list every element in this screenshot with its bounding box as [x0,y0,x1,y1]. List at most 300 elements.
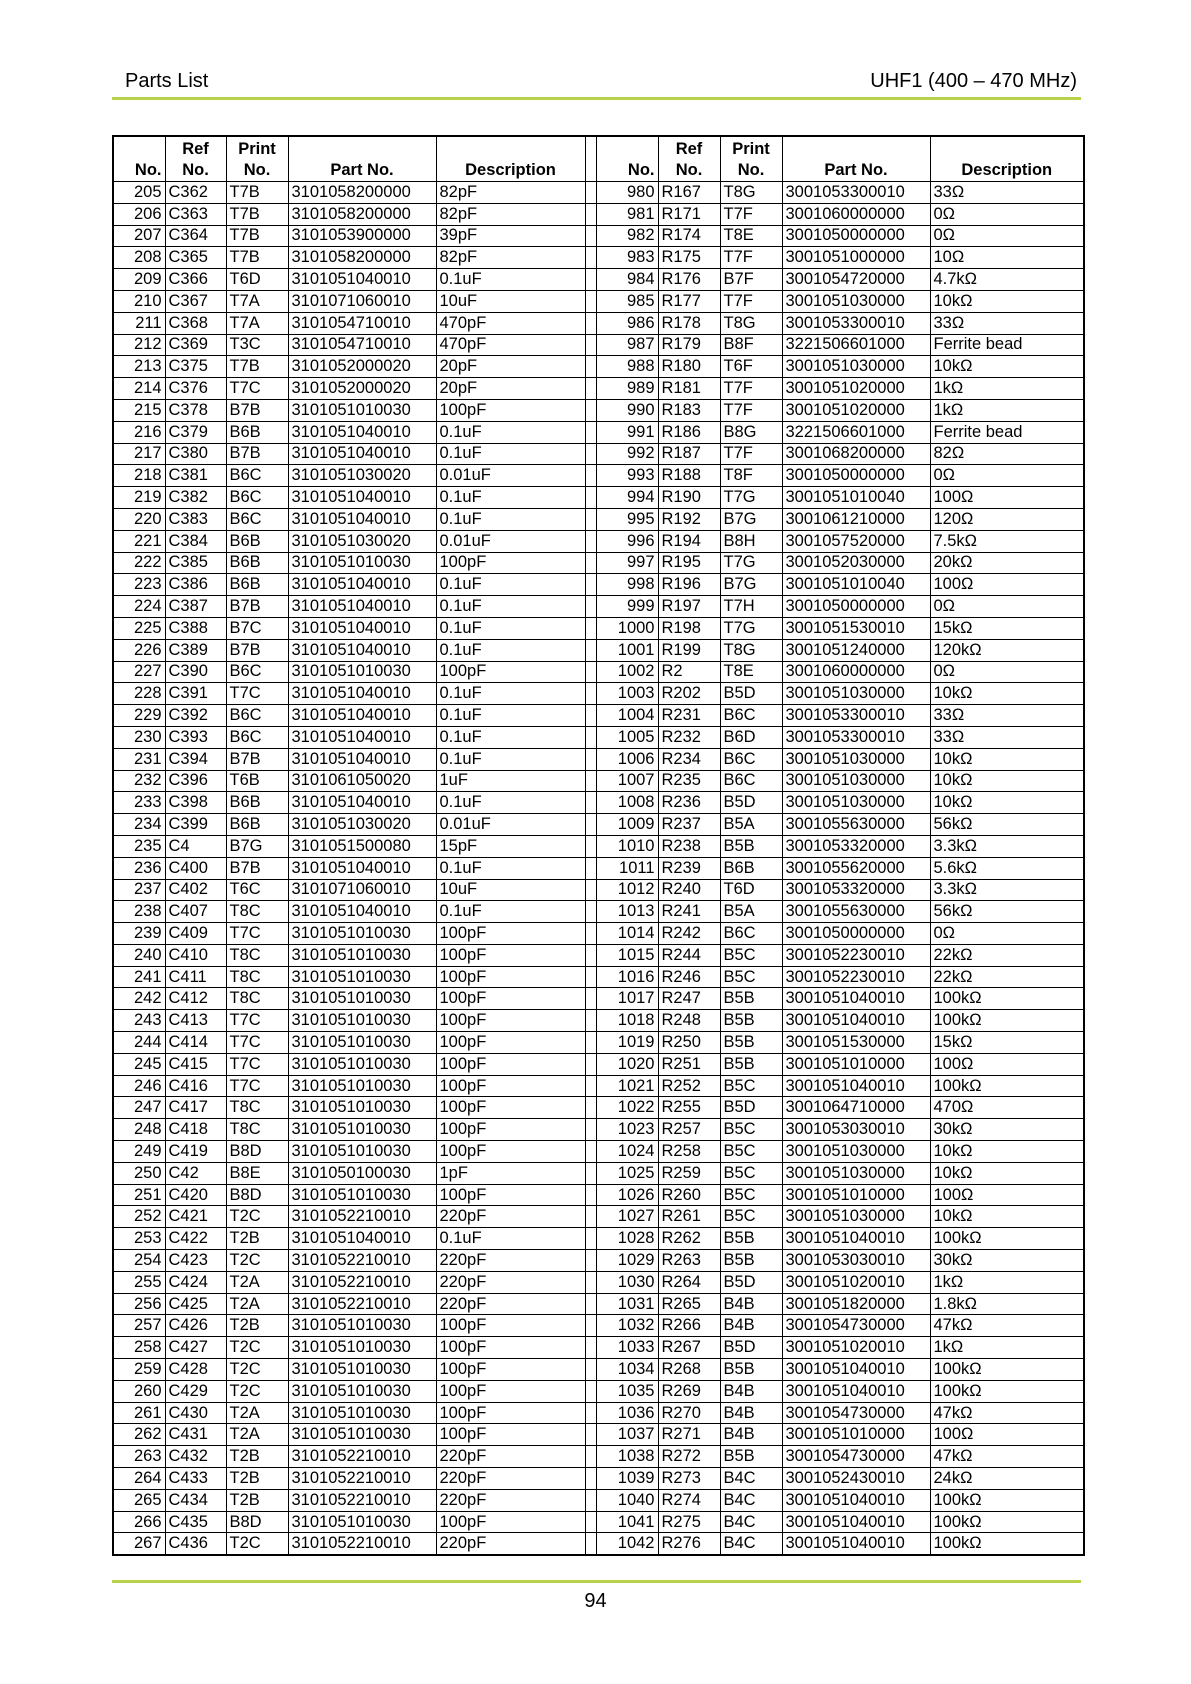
cell-print-no: B7B [226,857,288,879]
cell-print-no: B5D [720,792,782,814]
cell-ref-no: R178 [658,312,720,334]
cell-print-no: T7B [226,203,288,225]
cell-no: 1002 [596,661,658,683]
column-separator [585,1446,596,1468]
column-separator [585,1119,596,1141]
cell-no: 998 [596,574,658,596]
table-row [113,988,1084,1010]
cell-part-no: 3001053320000 [782,835,930,857]
cell-ref-no: C425 [165,1293,226,1315]
cell-no: 1019 [596,1032,658,1054]
cell-no: 1034 [596,1359,658,1381]
cell-ref-no: R171 [658,203,720,225]
cell-no: 265 [113,1489,165,1511]
cell-description: 4.7kΩ [930,269,1084,291]
cell-print-no: B5D [720,1271,782,1293]
cell-no: 259 [113,1359,165,1381]
cell-print-no: B5B [720,988,782,1010]
table-row [113,1010,1084,1032]
column-separator [585,1228,596,1250]
column-separator [585,617,596,639]
cell-part-no: 3001051040010 [782,1511,930,1533]
cell-description: 5.6kΩ [930,857,1084,879]
cell-part-no: 3001051040010 [782,1533,930,1555]
cell-print-no: T6D [720,879,782,901]
cell-part-no: 3001052030000 [782,552,930,574]
cell-no: 254 [113,1250,165,1272]
column-separator [585,705,596,727]
cell-part-no: 3001051530000 [782,1032,930,1054]
cell-part-no: 3001051040010 [782,988,930,1010]
cell-ref-no: C409 [165,923,226,945]
cell-part-no: 3101051030020 [288,814,436,836]
cell-print-no: T8F [720,465,782,487]
cell-description: 1kΩ [930,378,1084,400]
cell-description: 0.1uF [436,748,585,770]
cell-no: 207 [113,225,165,247]
cell-no: 1032 [596,1315,658,1337]
cell-part-no: 3001052230010 [782,944,930,966]
cell-description: 220pF [436,1250,585,1272]
cell-description: 30kΩ [930,1250,1084,1272]
cell-part-no: 3101051040010 [288,617,436,639]
cell-ref-no: R268 [658,1359,720,1381]
cell-no: 224 [113,596,165,618]
cell-ref-no: R267 [658,1337,720,1359]
column-separator [585,857,596,879]
cell-part-no: 3001050000000 [782,465,930,487]
cell-description: 0.1uF [436,508,585,530]
cell-no: 1004 [596,705,658,727]
cell-part-no: 3101051040010 [288,705,436,727]
cell-print-no: T8G [720,182,782,204]
cell-part-no: 3001050000000 [782,225,930,247]
table-row [113,1468,1084,1490]
cell-part-no: 3001053030010 [782,1250,930,1272]
cell-description: 0.1uF [436,726,585,748]
cell-print-no: T2C [226,1380,288,1402]
cell-print-no: T7C [226,378,288,400]
cell-description: 100pF [436,1141,585,1163]
cell-description: 100pF [436,1032,585,1054]
cell-print-no: B8D [226,1184,288,1206]
column-separator [585,421,596,443]
col-header-no: No. [113,136,165,182]
cell-description: 10kΩ [930,1162,1084,1184]
cell-ref-no: R247 [658,988,720,1010]
cell-no: 233 [113,792,165,814]
column-separator [585,901,596,923]
cell-part-no: 3101051040010 [288,748,436,770]
column-separator [585,399,596,421]
cell-description: 22kΩ [930,944,1084,966]
cell-ref-no: C424 [165,1271,226,1293]
cell-description: 0.1uF [436,617,585,639]
table-row [113,1250,1084,1272]
cell-no: 260 [113,1380,165,1402]
cell-print-no: B6B [226,814,288,836]
cell-description: 100pF [436,966,585,988]
cell-description: 0.1uF [436,487,585,509]
cell-description: 0Ω [930,661,1084,683]
cell-ref-no: R202 [658,683,720,705]
cell-print-no: B6B [226,552,288,574]
cell-description: 39pF [436,225,585,247]
cell-print-no: T2C [226,1337,288,1359]
cell-no: 1006 [596,748,658,770]
cell-part-no: 3101052210010 [288,1533,436,1555]
cell-ref-no: C410 [165,944,226,966]
cell-print-no: B6B [720,857,782,879]
cell-ref-no: C423 [165,1250,226,1272]
cell-part-no: 3001061210000 [782,508,930,530]
cell-no: 242 [113,988,165,1010]
cell-description: 0.01uF [436,814,585,836]
column-separator [585,552,596,574]
cell-description: 24kΩ [930,1468,1084,1490]
column-separator [585,530,596,552]
cell-ref-no: R199 [658,639,720,661]
table-row [113,639,1084,661]
cell-no: 240 [113,944,165,966]
cell-part-no: 3001054720000 [782,269,930,291]
cell-ref-no: R244 [658,944,720,966]
cell-description: 100kΩ [930,1511,1084,1533]
cell-part-no: 3101051010030 [288,966,436,988]
cell-part-no: 3101051030020 [288,530,436,552]
cell-ref-no: R188 [658,465,720,487]
cell-ref-no: R263 [658,1250,720,1272]
cell-print-no: T7G [720,552,782,574]
column-separator [585,1162,596,1184]
cell-part-no: 3001051020000 [782,378,930,400]
column-separator [585,661,596,683]
cell-print-no: B5B [720,1359,782,1381]
cell-part-no: 3101051010030 [288,1184,436,1206]
cell-print-no: B5C [720,1141,782,1163]
cell-description: 56kΩ [930,814,1084,836]
cell-print-no: T2B [226,1468,288,1490]
cell-print-no: T2C [226,1359,288,1381]
cell-ref-no: C393 [165,726,226,748]
cell-part-no: 3001055630000 [782,901,930,923]
cell-no: 983 [596,247,658,269]
cell-description: 0.01uF [436,465,585,487]
cell-part-no: 3101051010030 [288,1010,436,1032]
cell-description: 220pF [436,1489,585,1511]
column-separator [585,748,596,770]
cell-print-no: B7B [226,399,288,421]
cell-description: 470pF [436,312,585,334]
cell-print-no: B5D [720,683,782,705]
cell-description: 100pF [436,1097,585,1119]
cell-ref-no: C375 [165,356,226,378]
cell-print-no: T2B [226,1228,288,1250]
parts-table-container [112,135,1083,1556]
column-separator [585,465,596,487]
column-separator [585,1359,596,1381]
cell-print-no: B4B [720,1402,782,1424]
cell-print-no: B6C [226,705,288,727]
cell-no: 229 [113,705,165,727]
cell-ref-no: R238 [658,835,720,857]
cell-part-no: 3001053300010 [782,312,930,334]
cell-description: 0Ω [930,923,1084,945]
cell-description: 220pF [436,1206,585,1228]
cell-ref-no: R260 [658,1184,720,1206]
cell-print-no: T2B [226,1446,288,1468]
cell-no: 253 [113,1228,165,1250]
cell-ref-no: C402 [165,879,226,901]
cell-ref-no: C400 [165,857,226,879]
cell-description: 0.1uF [436,792,585,814]
cell-description: 1uF [436,770,585,792]
cell-ref-no: C415 [165,1053,226,1075]
cell-description: 100kΩ [930,988,1084,1010]
cell-print-no: B7B [226,443,288,465]
cell-ref-no: C364 [165,225,226,247]
cell-part-no: 3101058200000 [288,203,436,225]
cell-description: 33Ω [930,726,1084,748]
cell-print-no: T7F [720,378,782,400]
footer-divider [112,1580,1081,1583]
cell-part-no: 3101052210010 [288,1489,436,1511]
column-separator [585,1511,596,1533]
cell-description: Ferrite bead [930,421,1084,443]
cell-description: 100Ω [930,1424,1084,1446]
cell-no: 245 [113,1053,165,1075]
table-row [113,1119,1084,1141]
cell-part-no: 3001064710000 [782,1097,930,1119]
cell-no: 997 [596,552,658,574]
cell-description: 0.01uF [436,530,585,552]
cell-no: 1037 [596,1424,658,1446]
cell-part-no: 3101051030020 [288,465,436,487]
cell-part-no: 3101058200000 [288,182,436,204]
cell-ref-no: C399 [165,814,226,836]
cell-description: 100pF [436,552,585,574]
cell-no: 999 [596,596,658,618]
cell-part-no: 3101051040010 [288,726,436,748]
cell-part-no: 3101051040010 [288,574,436,596]
cell-description: 20pF [436,378,585,400]
table-row [113,225,1084,247]
cell-print-no: T6C [226,879,288,901]
cell-no: 208 [113,247,165,269]
cell-description: 100pF [436,988,585,1010]
cell-ref-no: C412 [165,988,226,1010]
cell-print-no: B6B [226,574,288,596]
cell-print-no: B6C [226,508,288,530]
cell-no: 258 [113,1337,165,1359]
cell-no: 1022 [596,1097,658,1119]
cell-part-no: 3101071060010 [288,879,436,901]
cell-print-no: B5C [720,1075,782,1097]
cell-no: 239 [113,923,165,945]
cell-print-no: T7C [226,683,288,705]
cell-part-no: 3101051040010 [288,596,436,618]
cell-print-no: B4B [720,1293,782,1315]
cell-ref-no: C389 [165,639,226,661]
cell-ref-no: C419 [165,1141,226,1163]
column-separator [585,792,596,814]
cell-part-no: 3001051000000 [782,247,930,269]
cell-ref-no: C380 [165,443,226,465]
cell-print-no: T8C [226,944,288,966]
column-separator [585,1032,596,1054]
cell-description: 15kΩ [930,1032,1084,1054]
cell-no: 264 [113,1468,165,1490]
cell-description: 100pF [436,661,585,683]
table-row [113,356,1084,378]
table-row [113,879,1084,901]
cell-no: 1007 [596,770,658,792]
cell-part-no: 3101051040010 [288,487,436,509]
cell-part-no: 3101051040010 [288,508,436,530]
cell-description: 100pF [436,944,585,966]
cell-ref-no: R177 [658,290,720,312]
cell-description: 0Ω [930,225,1084,247]
cell-no: 1026 [596,1184,658,1206]
table-row [113,683,1084,705]
table-row [113,1359,1084,1381]
table-row [113,1228,1084,1250]
cell-print-no: B6C [720,923,782,945]
table-row [113,1424,1084,1446]
cell-part-no: 3001052230010 [782,966,930,988]
cell-description: 100pF [436,1075,585,1097]
column-separator [585,1271,596,1293]
cell-print-no: B6C [226,487,288,509]
cell-description: 47kΩ [930,1402,1084,1424]
cell-no: 267 [113,1533,165,1555]
cell-part-no: 3001050000000 [782,923,930,945]
cell-ref-no: R272 [658,1446,720,1468]
cell-part-no: 3101054710010 [288,312,436,334]
cell-part-no: 3001051020010 [782,1271,930,1293]
table-row [113,814,1084,836]
cell-ref-no: R269 [658,1380,720,1402]
table-row [113,182,1084,204]
cell-part-no: 3101061050020 [288,770,436,792]
cell-ref-no: R176 [658,269,720,291]
cell-no: 223 [113,574,165,596]
table-row [113,944,1084,966]
cell-print-no: B6C [226,726,288,748]
cell-ref-no: R183 [658,399,720,421]
cell-description: 1pF [436,1162,585,1184]
cell-print-no: B5B [720,1446,782,1468]
cell-print-no: T7F [720,443,782,465]
cell-description: 100kΩ [930,1489,1084,1511]
cell-description: 1kΩ [930,1271,1084,1293]
cell-description: 220pF [436,1293,585,1315]
cell-ref-no: C394 [165,748,226,770]
cell-no: 227 [113,661,165,683]
cell-part-no: 3101051010030 [288,1141,436,1163]
table-row [113,617,1084,639]
cell-part-no: 3001051010000 [782,1184,930,1206]
cell-description: 1.8kΩ [930,1293,1084,1315]
cell-description: 220pF [436,1533,585,1555]
cell-no: 241 [113,966,165,988]
cell-print-no: B4C [720,1489,782,1511]
cell-no: 1033 [596,1337,658,1359]
column-separator [585,312,596,334]
cell-description: 100Ω [930,1184,1084,1206]
cell-ref-no: C435 [165,1511,226,1533]
cell-ref-no: R257 [658,1119,720,1141]
cell-print-no: T7F [720,203,782,225]
cell-no: 231 [113,748,165,770]
cell-no: 988 [596,356,658,378]
cell-part-no: 3101050100030 [288,1162,436,1184]
cell-ref-no: R264 [658,1271,720,1293]
table-row [113,1315,1084,1337]
cell-print-no: T2B [226,1489,288,1511]
cell-print-no: B7G [226,835,288,857]
cell-ref-no: R276 [658,1533,720,1555]
cell-part-no: 3101051040010 [288,857,436,879]
cell-ref-no: C418 [165,1119,226,1141]
table-row [113,1402,1084,1424]
cell-ref-no: R266 [658,1315,720,1337]
cell-part-no: 3001054730000 [782,1315,930,1337]
cell-description: 7.5kΩ [930,530,1084,552]
column-separator [585,508,596,530]
cell-description: 0.1uF [436,421,585,443]
cell-no: 235 [113,835,165,857]
column-separator [585,944,596,966]
cell-print-no: B4B [720,1380,782,1402]
cell-ref-no: R186 [658,421,720,443]
cell-ref-no: C42 [165,1162,226,1184]
cell-description: 0.1uF [436,269,585,291]
cell-no: 1027 [596,1206,658,1228]
cell-print-no: T2B [226,1315,288,1337]
cell-description: 82Ω [930,443,1084,465]
column-separator [585,966,596,988]
cell-part-no: 3101051040010 [288,792,436,814]
table-row [113,247,1084,269]
cell-no: 1018 [596,1010,658,1032]
cell-no: 1040 [596,1489,658,1511]
cell-ref-no: R239 [658,857,720,879]
cell-part-no: 3101052210010 [288,1271,436,1293]
column-separator [585,879,596,901]
cell-description: 100Ω [930,1053,1084,1075]
cell-ref-no: R179 [658,334,720,356]
cell-no: 987 [596,334,658,356]
cell-ref-no: R246 [658,966,720,988]
cell-no: 995 [596,508,658,530]
cell-part-no: 3001051030000 [782,1162,930,1184]
cell-ref-no: C381 [165,465,226,487]
cell-no: 249 [113,1141,165,1163]
cell-part-no: 3101051010030 [288,1380,436,1402]
cell-ref-no: C398 [165,792,226,814]
cell-description: 100pF [436,1511,585,1533]
cell-no: 996 [596,530,658,552]
column-separator [585,923,596,945]
cell-no: 1029 [596,1250,658,1272]
table-row [113,1489,1084,1511]
cell-description: 100pF [436,1053,585,1075]
cell-part-no: 3101051010030 [288,1119,436,1141]
cell-ref-no: C369 [165,334,226,356]
cell-part-no: 3101051010030 [288,1315,436,1337]
cell-description: 10Ω [930,247,1084,269]
